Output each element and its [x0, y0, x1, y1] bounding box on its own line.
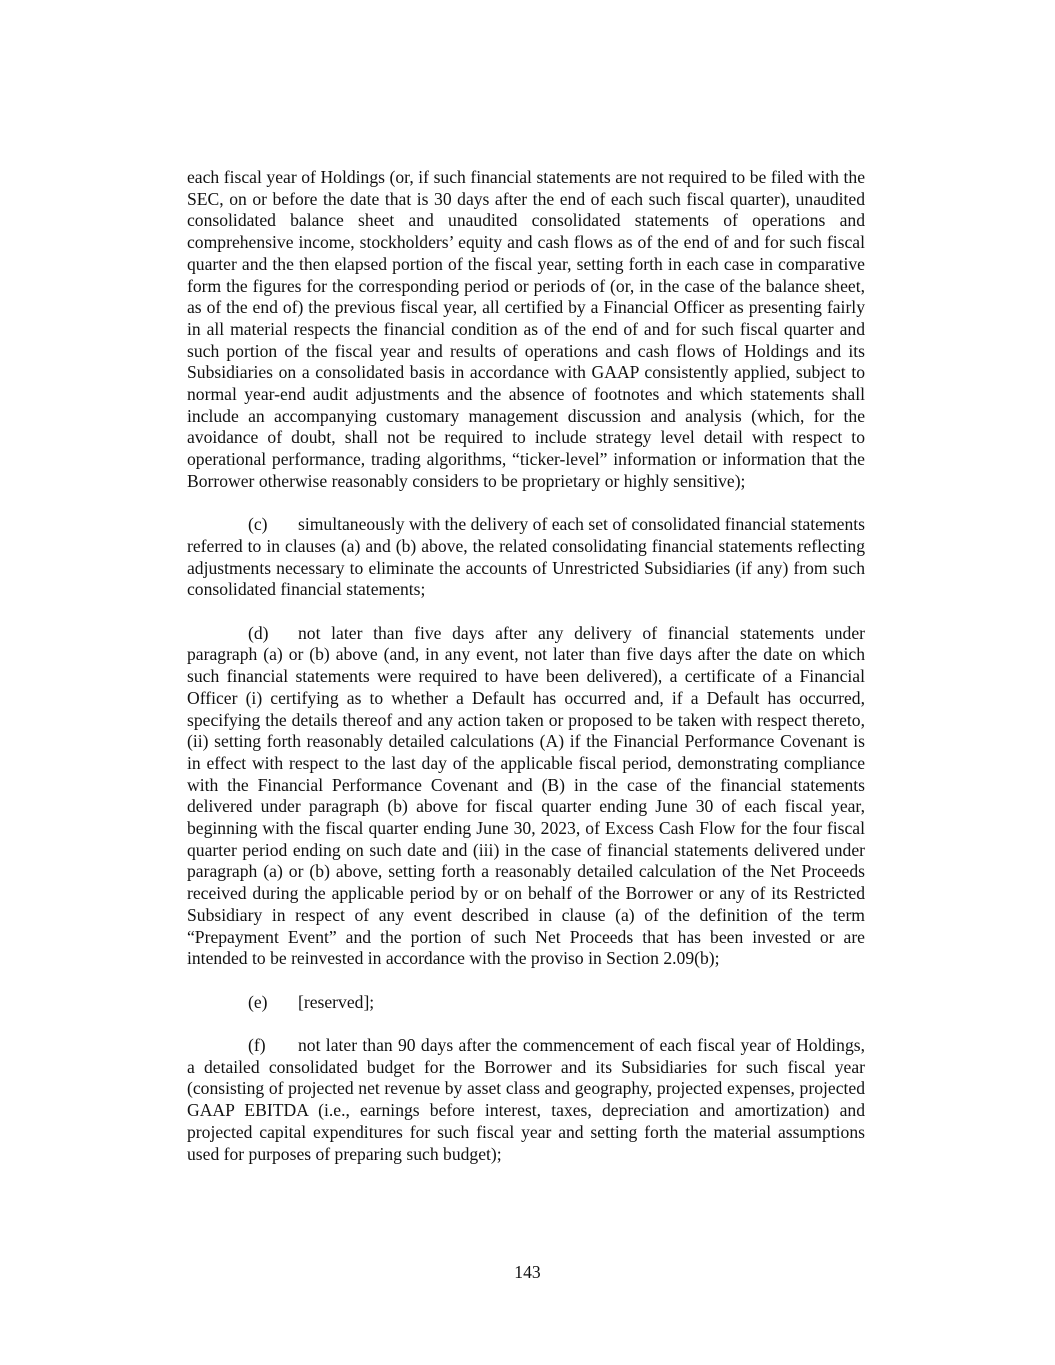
paragraph-d: [187, 623, 865, 970]
paragraph-label: (e): [248, 991, 268, 1012]
paragraph-text: not later than five days after any delivery of financial statements under paragraph (a) or (b) above (and, in any event, not later than five days after the date on which such financial statements were required to have been delivered), a certificate of a Financial Officer (i) certifying as to whether a Default has occurred and, if a Default has occurred, specifying the details thereof and any action taken or proposed to be taken with respect thereto, (ii) setting forth reasonably detailed calculations (A) if the Financial Performance Covenant is in effect with respect to the last day of the applicable fiscal period, demonstrating compliance with the Financial Performance Covenant and (B) in the case of the financial statements delivered under paragraph (b) above for fiscal quarter ending June 30 of each fiscal year, beginning with the fiscal quarter ending June 30, 2023, of Excess Cash Flow for the four fiscal quarter period ending on such date and (iii) in the case of financial statements delivered under paragraph (a) or (b) above, setting forth a reasonably detailed calculation of the Net Proceeds received during the applicable period by or on behalf of the Borrower or any of its Restricted Subsidiary in respect of any event described in clause (a) of the definition of the term “Prepayment Event” and the portion of such Net Proceeds that has been invested or are intended to be reinvested in accordance with the proviso in Section 2.09(b);: [187, 622, 865, 969]
paragraph-e: [187, 992, 865, 1014]
paragraph-text: each fiscal year of Holdings (or, if such financial statements are not required to be filed with the SEC, on or before the date that is 30 days after the end of each such fiscal quarter), unaudited consolidated balance sheet and unaudited consolidated statements of operations and comprehensive income, stockholders’ equity and cash flows as of the end of and for such fiscal quarter and the then elapsed portion of the fiscal year, setting forth in each case in comparative form the figures for the corresponding period or periods of (or, in the case of the balance sheet, as of the end of) the previous fiscal year, all certified by a Financial Officer as presenting fairly in all material respects the financial condition as of the end of and for such fiscal quarter and such portion of the fiscal year and results of operations and cash flows of Holdings and its Subsidiaries on a consolidated basis in accordance with GAAP consistently applied, subject to normal year-end audit adjustments and the absence of footnotes and which statements shall include an accompanying customary management discussion and analysis (which, for the avoidance of doubt, shall not be required to include strategy level detail with respect to operational performance, trading algorithms, “ticker-level” information or information that the Borrower otherwise reasonably considers to be proprietary or highly sensitive);: [187, 167, 865, 491]
paragraph-f: [187, 1035, 865, 1165]
paragraph-label: (d): [248, 622, 269, 643]
paragraph-label: (c): [248, 514, 268, 535]
paragraph-text: simultaneously with the delivery of each set of consolidated financial statements referred to in clauses (a) and (b) above, the related consolidating financial statements reflecting adjustments necessary to eliminate the accounts of Unrestricted Subsidiaries (if any) from such consolidated financial statements;: [187, 514, 865, 600]
paragraph-c: [187, 514, 865, 601]
document-body: [187, 167, 865, 1165]
paragraph-text: not later than 90 days after the commencement of each fiscal year of Holdings, a detailed consolidated budget for the Borrower and its Subsidiaries for such fiscal year (consisting of projected net revenue by asset class and geography, projected expenses, projected GAAP EBITDA (i.e., earnings before interest, taxes, depreciation and amortization) and projected capital expenditures for such fiscal year and setting forth the material assumptions used for purposes of preparing such budget);: [187, 1035, 865, 1164]
paragraph-label: (f): [248, 1035, 266, 1056]
paragraph-text: [reserved];: [298, 991, 375, 1012]
paragraph-continuation: [187, 167, 865, 493]
page-number: 143: [514, 1262, 541, 1282]
